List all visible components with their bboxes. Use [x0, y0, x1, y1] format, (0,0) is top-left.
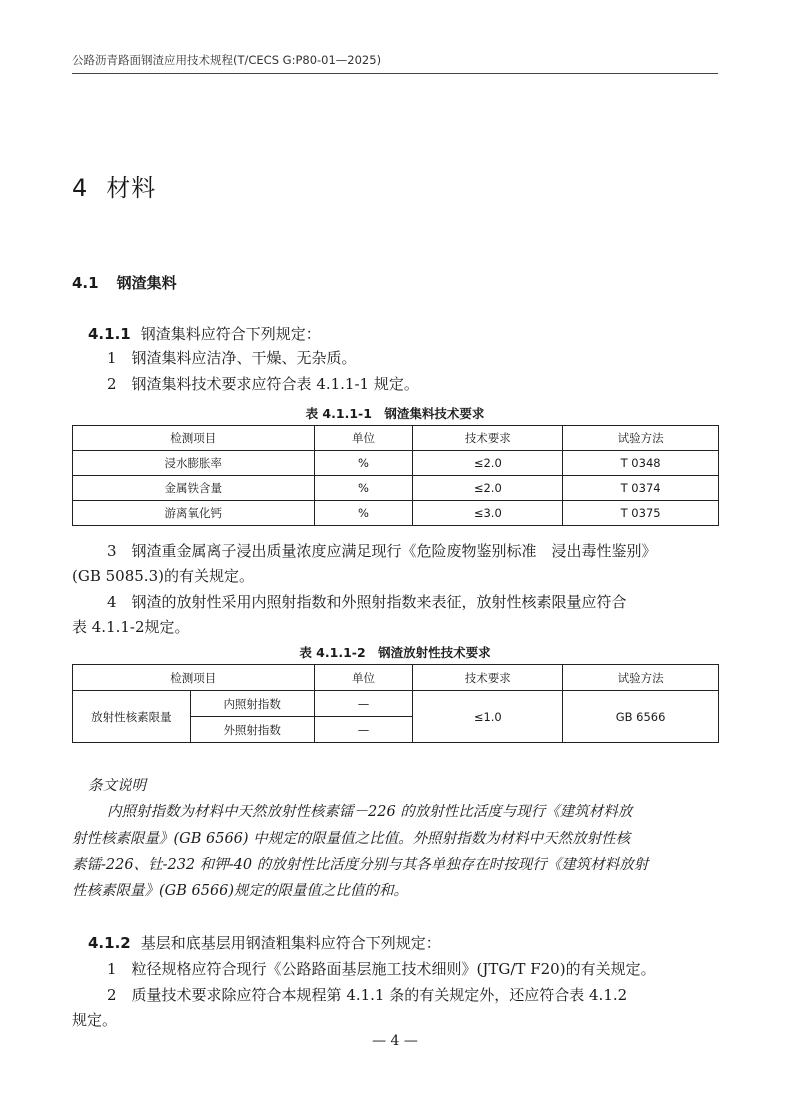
page-number: — 4 —	[372, 1033, 418, 1049]
section-number: 4.1	[72, 274, 99, 292]
table-row	[73, 451, 719, 476]
table-2-header-cell: 试验方法	[563, 665, 719, 691]
running-header: 公路沥青路面钢渣应用技术规程(T/CECS G:P80-01—2025)	[72, 53, 382, 67]
table-cell: —	[314, 691, 413, 717]
table-row	[73, 476, 719, 501]
table-cell-requirement: ≤1.0	[413, 691, 563, 743]
table-1-header-cell: 技术要求	[413, 426, 563, 451]
table-1-header-cell: 试验方法	[563, 426, 719, 451]
clause-411-item-3-line-1: 3 钢渣重金属离子浸出质量浓度应满足现行《危险废物鉴别标准 浸出毒性鉴别》	[107, 542, 657, 560]
clause-411-number: 4.1.1	[88, 325, 131, 343]
table-2	[72, 664, 719, 743]
clause-412-item-1: 1 粒径规格应符合现行《公路路面基层施工技术细则》(JTG/T F20)的有关规定。	[107, 960, 656, 978]
table-2-header-cell: 技术要求	[413, 665, 563, 691]
note-line-2: 射性核素限量》(GB 6566) 中规定的限量值之比值。外照射指数为材料中天然放射性核	[72, 831, 631, 847]
table-cell: %	[314, 451, 413, 476]
table-cell-method: GB 6566	[563, 691, 719, 743]
clause-411-item-2: 2 钢渣集料技术要求应符合表 4.1.1-1 规定。	[107, 375, 419, 393]
table-cell-group: 放射性核素限量	[73, 691, 191, 743]
table-1-header-row	[73, 426, 719, 451]
note-line-3: 素镭-226、钍-232 和钾-40 的放射性比活度分别与其各单独存在时按现行《建筑材料放射	[72, 857, 649, 873]
table-cell: 外照射指数	[190, 717, 314, 743]
header-rule	[72, 73, 718, 74]
note-line-1: 内照射指数为材料中天然放射性核素镭－226 的放射性比活度与现行《建筑材料放	[107, 804, 633, 820]
clause-411-item-1: 1 钢渣集料应洁净、干燥、无杂质。	[107, 349, 357, 367]
table-cell: %	[314, 476, 413, 501]
table-2-header-row	[73, 665, 719, 691]
chapter-number: 4	[72, 174, 89, 202]
note-line-4: 性核素限量》(GB 6566)规定的限量值之比值的和。	[72, 883, 409, 899]
clause-411-item-4-line-1: 4 钢渣的放射性采用内照射指数和外照射指数来表征，放射性核素限量应符合	[107, 593, 627, 611]
table-row	[73, 501, 719, 526]
table-2-header-cell: 检测项目	[73, 665, 315, 691]
table-1-caption: 表 4.1.1-1 钢渣集料技术要求	[305, 406, 485, 421]
section-name: 钢渣集料	[116, 274, 177, 292]
chapter-name: 材料	[106, 174, 157, 202]
table-cell: 金属铁含量	[73, 476, 315, 501]
note-title: 条文说明	[88, 778, 146, 794]
table-cell: T 0374	[563, 476, 719, 501]
table-cell: —	[314, 717, 413, 743]
clause-412-number: 4.1.2	[88, 934, 131, 952]
table-cell: 浸水膨胀率	[73, 451, 315, 476]
table-1-header-cell: 检测项目	[73, 426, 315, 451]
table-row	[73, 691, 719, 717]
table-cell: T 0348	[563, 451, 719, 476]
clause-411-item-3-line-2: (GB 5085.3)的有关规定。	[72, 567, 254, 585]
clause-411-text: 钢渣集料应符合下列规定：	[140, 325, 321, 343]
clause-412-item-2-line-1: 2 质量技术要求除应符合本规程第 4.1.1 条的有关规定外，还应符合表 4.1.2	[107, 986, 628, 1004]
clause-411-item-4-line-2: 表 4.1.1-2规定。	[72, 618, 190, 636]
chapter-title	[72, 168, 156, 203]
table-2-header-cell: 单位	[314, 665, 413, 691]
table-cell: 游离氧化钙	[73, 501, 315, 526]
clause-411-intro	[88, 323, 321, 345]
section-title	[72, 272, 177, 293]
clause-412-intro	[88, 932, 441, 954]
table-cell: T 0375	[563, 501, 719, 526]
table-1	[72, 425, 719, 526]
table-cell: 内照射指数	[190, 691, 314, 717]
table-2-caption: 表 4.1.1-2 钢渣放射性技术要求	[299, 645, 491, 660]
table-cell: %	[314, 501, 413, 526]
table-cell: ≤2.0	[413, 476, 563, 501]
table-cell: ≤2.0	[413, 451, 563, 476]
clause-412-text: 基层和底基层用钢渣粗集料应符合下列规定：	[140, 934, 441, 952]
table-1-header-cell: 单位	[314, 426, 413, 451]
clause-412-item-2-line-2: 规定。	[72, 1011, 118, 1029]
table-cell: ≤3.0	[413, 501, 563, 526]
